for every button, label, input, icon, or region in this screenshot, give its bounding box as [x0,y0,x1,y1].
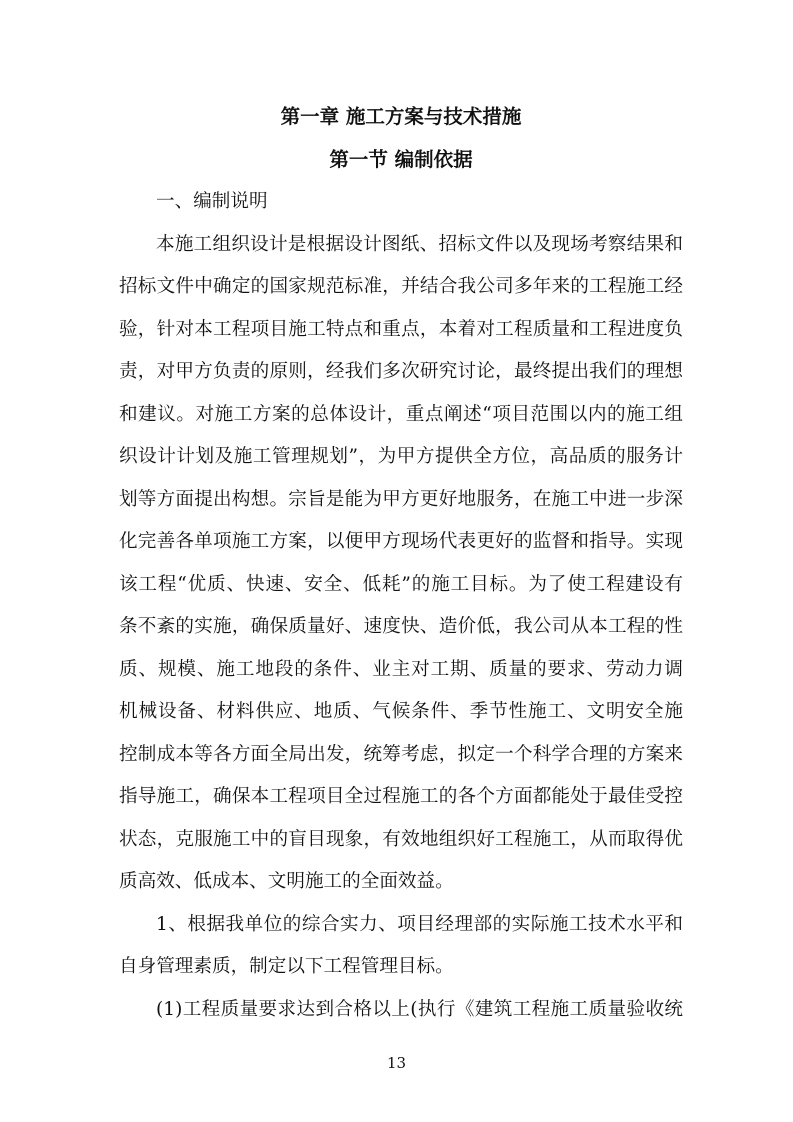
text-line: 质高效、低成本、文明施工的全面效益。 [119,871,454,892]
text-line: 和建议。对施工方案的总体设计，重点阐述“项目范围以内的施工组 [119,403,683,425]
text-line: 招标文件中确定的国家规范标准，并结合我公司多年来的工程施工经 [119,276,683,297]
text-line: 织设计计划及施工管理规划”，为甲方提供全方位，高品质的服务计 [119,446,683,467]
text-line: 本施工组织设计是根据设计图纸、招标文件以及现场考察结果和 [156,233,683,255]
chapter-title: 第一章 施工方案与技术措施 [280,105,522,128]
text-line: 责，对甲方负责的原则，经我们多次研究讨论，最终提出我们的理想 [119,361,683,382]
subheading: 一、编制说明 [156,191,268,212]
text-line: 该工程“优质、快速、安全、低耗”的施工目标。为了使工程建设有 [119,573,683,595]
text-line: 机械设备、材料供应、地质、气候条件、季节性施工、文明安全施 [119,701,683,722]
paragraph [119,224,683,904]
document-body [119,96,683,1031]
section-title: 第一节 编制依据 [329,147,473,171]
text-line: 指导施工，确保本工程项目全过程施工的各个方面都能处于最佳受控 [119,786,683,807]
text-line: 控制成本等各方面全局出发，统筹考虑，拟定一个科学合理的方案来 [119,743,683,765]
text-line: 质、规模、施工地段的条件、业主对工期、质量的要求、劳动力调 [119,658,683,680]
paragraphs [119,224,683,1032]
text-line: (1)工程质量要求达到合格以上(执行《建筑工程施工质量验收统 [156,998,683,1020]
text-line: 条不紊的实施，确保质量好、速度快、造价低，我公司从本工程的性 [119,616,683,637]
text-line: 划等方面提出构想。宗旨是能为甲方更好地服务，在施工中进一步深 [119,488,683,510]
paragraph [119,989,683,1032]
text-line: 化完善各单项施工方案，以便甲方现场代表更好的监督和指导。实现 [119,531,683,552]
text-line: 1、根据我单位的综合实力、项目经理部的实际施工技术水平和 [156,913,683,935]
paragraph [119,904,683,989]
text-line: 自身管理素质，制定以下工程管理目标。 [119,956,454,977]
text-line: 状态，克服施工中的盲目现象，有效地组织好工程施工，从而取得优 [119,828,683,850]
text-line: 验，针对本工程项目施工特点和重点，本着对工程质量和工程进度负 [119,318,683,340]
page-number: 13 [386,1054,407,1072]
